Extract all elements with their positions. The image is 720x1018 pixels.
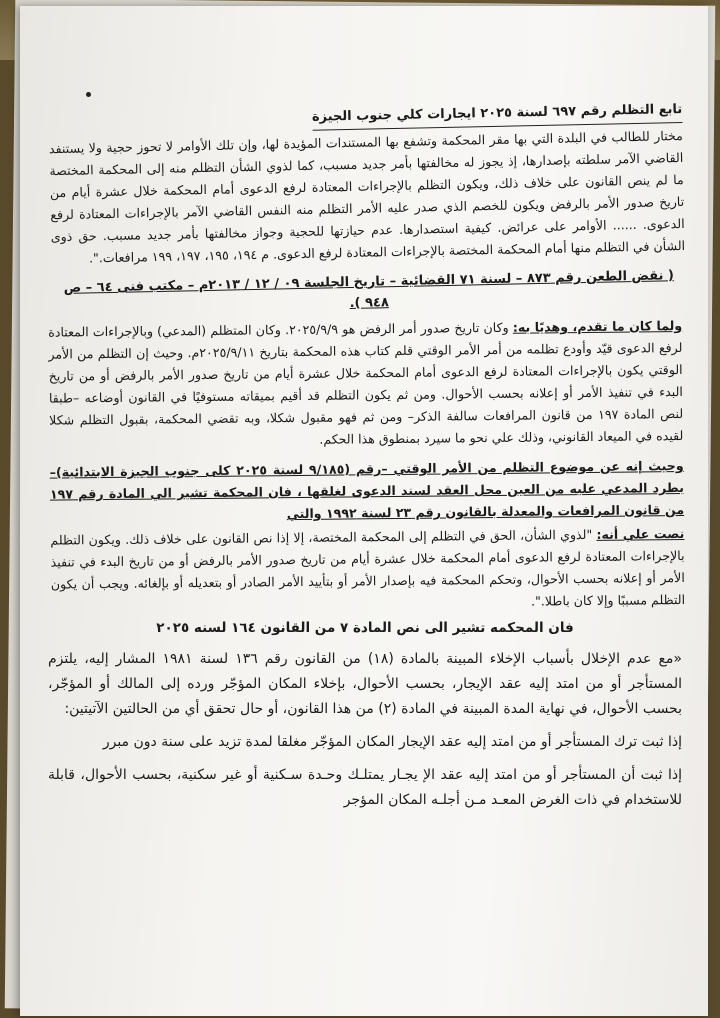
paragraph-lead: ولما كان ما تقدم، وهديًا به: — [512, 317, 683, 335]
cassation-citation: ( نقض الطعن رقم ٨٧٣ – لسنة ٧١ القضائية – تاريخ الجلسة ٠٩ / ١٢ / ٢٠١٣م – مكتب فنى ٦٤ – ص ٩٤٨ ). — [63, 268, 675, 312]
document-page — [20, 6, 708, 1016]
ink-dot — [86, 92, 91, 97]
upper-section — [48, 98, 686, 320]
section-title: فان المحكمه تشير الى نص المادة ٧ من القانون ١٦٤ لسنه ٢٠٢٥ — [156, 620, 574, 636]
middle-section — [48, 309, 685, 618]
paragraph-subject: وحيث إنه عن موضوع التظلم من الأمر الوقتي –رقم (٩/١٨٥ لسنة ٢٠٢٥ كلى جنوب الجيزة الابتدائية)– بطرد المدعي عليه من العين محل العقد لسند الدعوى لغلقها ، فان المحكمة تشير الي المادة رقم ١٩٧ من قانون المرافعات والمعدلة بالقانون رقم ٢٣ لسنة ١٩٩٢ والتي — [49, 457, 685, 522]
condition-item-1: إذا ثبت ترك المستأجر أو من امتد إليه عقد الإيجار المكان المؤجّر مغلقا لمدة تزيد على سنة دون مبرر — [102, 734, 682, 750]
condition-item-2: إذا ثبت أن المستأجر أو من امتد إليه عقد الإ يجـار يمتلـك وحـدة سـكنية أو غير سكنية، بحسب الأحوال، قابلة للاستخدام في ذات الغرض المعـد مـن أجلـه المكان المؤجر — [48, 767, 682, 808]
paragraph-body: "لذوي الشأن، الحق في التظلم إلى المحكمة المختصة، إلا إذا نص القانون على خلاف ذلك. ويكون التظلم بالإجراءات المعتادة لرفع الدعوى أمام المحكمة خلال عشرة أيام من تاريخ صدور الأمر بالرفض أو من تاريخ البدء في تنفيذ الأمر أو إعلانه بحسب الأحوال، وتحكم المحكمة فيه بإصدار الأمر أو بتأييد الأمر الصادر أو بتعديله أو بإلغائه. ويجب أن يكون التظلم مسببًا وإلا كان باطلا.". — [50, 526, 686, 609]
page-header: تابع التظلم رقم ٦٩٧ لسنة ٢٠٢٥ ايجارات كلي جنوب الجيزة — [312, 99, 683, 131]
paragraph-article-7: «مع عدم الإخلال بأسباب الإخلاء المبينة بالمادة (١٨) من القانون رقم ١٣٦ لسنة ١٩٨١ المشار إليه، يلتزم المستأجر أو من امتد إليه عقد الإيجار، بحسب الأحوال، بإخلاء المكان المؤجّر ورده إلى المالك أو المؤجّر، بحسب الأحوال، في نهاية المدة المبينة في المادة (٢) من هذا القانون، أو حال تحقق أي من الحالتين الآتيتين: — [48, 651, 682, 717]
paragraph-article-197 — [50, 523, 685, 618]
paragraph-orders-on-petitions: مختار للطالب في البلدة التي بها مقر المحكمة وتشفع بها المستندات المؤيدة لها، وإن تلك الأوامر لا تحوز حجية ولا يستنفد القاضي الآمر سلطته بإصدارها، إذ يجوز له مخالفتها بأمر جديد مسبب، كما لذوي الشأن التظلم منه إلى المحكمة المختصة ما لم ينص القانون على خلاف ذلك، ويكون التظلم بالإجراءات المعتادة لرفع الدعوى أمام المحكمة خلال عشرة أيام من تاريخ صدور الأمر بالرفض ويكون للخصم الذي صدر عليه الأمر التظلم منه النفس القاضي الآمر بالإجراءات المعتادة لرفع الدعوى. ...... الأوامر على عرائض. كيفية استصدارها. عدم حيازتها للحجية وجواز مخالفتها بأمر جديد مسبب. حق ذوى الشأن في التظلم منها أمام المحكمة المختصة بالإجراءات المعتادة لرفع الدعوى. م ١٩٤، ١٩٥، ١٩٧، ١٩٩ مرافعات.". — [48, 127, 686, 266]
paragraph-body: وكان تاريخ صدور أمر الرفض هو ٢٠٢٥/٩/٩. وكان المتظلم (المدعي) وبالإجراءات المعتادة لرفع الدعوى قيّد وأودع تظلمه من أمر الأمر الوقتي قلم كتاب هذه المحكمة بتاريخ ٢٠٢٥/٩/١١م. وحيث إن التظلم من الأمر الوقتي يكون بالإجراءات المعتادة لرفع الدعوى أمام المحكمة خلال عشرة أيام من تاريخ صدور الأمر بالرفض أو من تاريخ البدء في تنفيذ الأمر أو إعلانه بحسب الأحوال. ومن ثم يكون التظلم قد أقيم بميقاته مستوفيًا في القانون أوضاعه –طبقا لنص المادة ١٩٧ من قانون المرافعات سالفة الذكر– ومن ثم فهو مقبول شكلا، وبه تقضي المحكمة، بقبول التظلم شكلا لقيده في الميعاد القانوني، وذلك علي نحو ما سيرد بمنطوق هذا الحكم. — [48, 319, 684, 447]
paragraph-lead: نصت علي أنه: — [596, 525, 685, 542]
lower-section — [48, 647, 682, 813]
document-body — [48, 98, 686, 815]
paragraph-admissibility — [48, 315, 683, 454]
